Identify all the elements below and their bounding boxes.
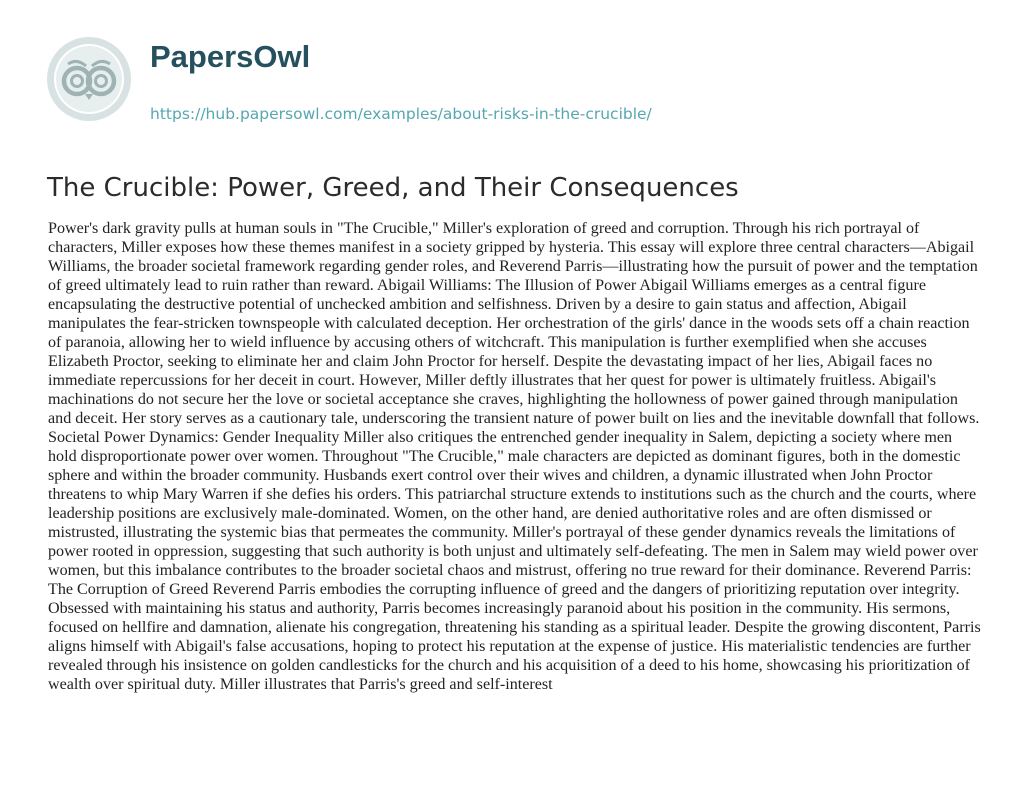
owl-logo-icon[interactable]	[46, 36, 132, 122]
owl-logo-graphic	[46, 36, 132, 122]
source-url-link[interactable]: https://hub.papersowl.com/examples/about-risks-in-the-crucible/	[150, 105, 652, 123]
document-body-text: Power's dark gravity pulls at human souls in "The Crucible," Miller's exploration of greed and corruption. Through his rich portrayal of characters, Miller exposes how these themes manifest in a society gripped by hysteria. This essay will explore three central characters—Abigail Williams, the broader societal framework regarding gender roles, and Reverend Parris—illustrating how the pursuit of power and the temptation of greed ultimately lead to ruin rather than reward. Abigail Williams: The Illusion of Power Abigail Williams emerges as a central figure encapsulating the destructive potential of unchecked ambition and selfishness. Driven by a desire to gain status and affection, Abigail manipulates the fear-stricken townspeople with calculated deception. Her orchestration of the girls' dance in the woods sets off a chain reaction of paranoia, allowing her to wield influence by accusing others of witchcraft. This manipulation is further exemplified when she accuses Elizabeth Proctor, seeking to eliminate her and claim John Proctor for herself. Despite the devastating impact of her lies, Abigail faces no immediate repercussions for her deceit in court. However, Miller deftly illustrates that her quest for power is ultimately fruitless. Abigail's machinations do not secure her the love or societal acceptance she craves, highlighting the hollowness of power gained through manipulation and deceit. Her story serves as a cautionary tale, underscoring the transient nature of power built on lies and the inevitable downfall that follows. Societal Power Dynamics: Gender Inequality Miller also critiques the entrenched gender inequality in Salem, depicting a society where men hold disproportionate power over women. Throughout "The Crucible," male characters are depicted as dominant figures, both in the domestic sphere and within the broader community. Husbands exert control over their wives and children, a dynamic illustrated when John Proctor threatens to whip Mary Warren if she defies his orders. This patriarchal structure extends to institutions such as the church and the courts, where leadership positions are exclusively male-dominated. Women, on the other hand, are denied authoritative roles and are often dismissed or mistrusted, illustrating the systemic bias that permeates the community. Miller's portrayal of these gender dynamics reveals the limitations of power rooted in oppression, suggesting that such authority is both unjust and ultimately self-defeating. The men in Salem may wield power over women, but this imbalance contributes to the broader societal chaos and mistrust, offering no true reward for their dominance. Reverend Parris: The Corruption of Greed Reverend Parris embodies the corrupting influence of greed and the dangers of prioritizing reputation over integrity. Obsessed with maintaining his status and authority, Parris becomes increasingly paranoid about his position in the community. His sermons, focused on hellfire and damnation, alienate his congregation, threatening his standing as a spiritual leader. Despite the growing discontent, Parris aligns himself with Abigail's false accusations, hoping to protect his reputation at the expense of justice. His materialistic tendencies are further revealed through his insistence on golden candlesticks for the church and his acquisition of a deed to his home, showcasing his prioritization of wealth over spiritual duty. Miller illustrates that Parris's greed and self-interest	[48, 220, 981, 693]
document-title: The Crucible: Power, Greed, and Their Consequences	[47, 173, 739, 203]
site-header	[46, 36, 986, 146]
brand-name[interactable]: PapersOwl	[150, 39, 311, 74]
